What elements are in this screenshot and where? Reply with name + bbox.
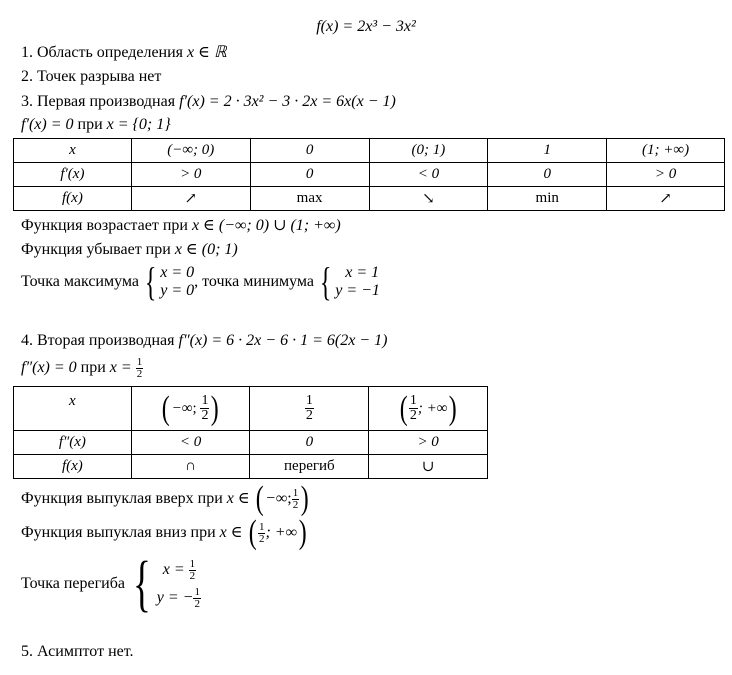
second-derivative-zero-line (21, 355, 143, 381)
max-system (160, 264, 194, 300)
inflection-x-text: x = (162, 561, 189, 578)
table-row (14, 187, 725, 211)
table-cell: (−∞; 0) (131, 139, 250, 163)
fraction (258, 522, 266, 545)
table-cell: (0; 1) (369, 139, 488, 163)
table-row (14, 431, 488, 455)
increasing-arrow-icon: ↗ (131, 187, 250, 211)
fraction (200, 394, 209, 423)
table-cell (369, 387, 488, 431)
table-row (14, 455, 488, 479)
table-cell (131, 387, 250, 431)
paren-right-icon: ) (449, 389, 458, 427)
brace-icon: { (144, 259, 157, 304)
inflection-y-text: y = − (156, 589, 194, 606)
convex-down-line (21, 514, 308, 551)
table-cell: f(x) (14, 187, 132, 211)
fraction-den: 2 (409, 408, 417, 423)
paren-left-icon: ( (255, 480, 264, 517)
table-cell: x (14, 139, 132, 163)
semicolon: ; (287, 490, 292, 507)
min-x: x = 1 (345, 264, 380, 281)
pos-inf: ; +∞ (417, 400, 448, 416)
table-cell: 1 (488, 139, 607, 163)
asymptotes-line: 5. Асимптот нет. (21, 643, 134, 660)
table-cell: min (488, 187, 607, 211)
fraction (292, 488, 300, 511)
first-derivative-text: 3. Первая производная (21, 93, 180, 110)
sd-zero-word: при (76, 359, 110, 376)
table-cell: > 0 (607, 163, 725, 187)
fraction-den: 2 (194, 597, 200, 610)
extrema-line (21, 259, 380, 304)
max-label: Точка максимума (21, 273, 140, 290)
convex-up-text: Функция выпуклая вверх при (21, 490, 227, 507)
paren-left-icon: ( (162, 389, 171, 427)
increasing-math: x ∈ (−∞; 0) ∪ (1; +∞) (191, 217, 341, 234)
decreasing-line (21, 240, 238, 260)
inflection-label: Точка перегиба (21, 575, 125, 592)
table-cell: f″(x) (14, 431, 132, 455)
fraction (305, 394, 314, 423)
table-cell: > 0 (369, 431, 488, 455)
monotonicity-table (13, 138, 725, 211)
decreasing-text: Функция убывает при (21, 241, 175, 258)
table-cell: max (250, 187, 369, 211)
fraction-num: 1 (409, 393, 417, 408)
table-cell: 0 (488, 163, 607, 187)
semicolon: ; (192, 400, 197, 416)
sd-zero-lhs: f″(x) = 0 (21, 359, 77, 376)
paren-left-icon: ( (248, 514, 257, 551)
table-row (14, 387, 488, 431)
second-derivative-math: f″(x) = 6 · 2x − 6 · 1 = 6(2x − 1) (178, 332, 388, 349)
min-system (335, 264, 380, 300)
table-row (14, 163, 725, 187)
table-cell: 0 (250, 163, 369, 187)
fraction-num: 1 (194, 585, 200, 598)
convex-icon: ∪ (369, 455, 488, 479)
inflection-system (157, 556, 201, 612)
second-derivative-line (21, 331, 387, 351)
brace-icon: { (319, 259, 332, 304)
min-label: , точка минимума (194, 273, 315, 290)
discontinuity-line: 2. Точек разрыва нет (21, 68, 162, 85)
decreasing-math: x ∈ (0; 1) (174, 241, 238, 258)
table-cell: (1; +∞) (607, 139, 725, 163)
paren-left-icon: ( (399, 389, 408, 427)
fraction-num: 1 (292, 486, 299, 499)
sd-zero-rhs: x = (109, 359, 136, 376)
domain-math: x ∈ ℝ (187, 44, 227, 61)
fraction-num: 1 (305, 393, 313, 408)
page-title: f(x) = 2x³ − 3x² (316, 18, 416, 35)
max-x: x = 0 (160, 264, 195, 281)
min-y: y = −1 (335, 282, 380, 299)
table-cell: 0 (250, 431, 369, 455)
table-cell: < 0 (369, 163, 488, 187)
first-derivative-math: f′(x) = 2 · 3x² − 3 · 2x = 6x(x − 1) (179, 93, 396, 110)
fd-zero-word: при (73, 116, 107, 133)
table-row (14, 139, 725, 163)
paren-right-icon: ) (300, 480, 309, 517)
fraction-num: 1 (201, 393, 209, 408)
fraction (409, 394, 418, 423)
fd-zero-rhs: x = {0; 1} (106, 116, 171, 133)
domain-line (21, 43, 227, 63)
fraction-den: 2 (189, 569, 196, 582)
convex-up-math: x ∈ (226, 490, 254, 507)
fraction (136, 357, 144, 380)
neg-inf: −∞ (265, 490, 288, 507)
convex-down-text: Функция выпуклая вниз при (21, 524, 220, 541)
fd-zero-lhs: f′(x) = 0 (21, 116, 74, 133)
fraction (193, 587, 201, 610)
fraction-den: 2 (292, 498, 299, 511)
pos-inf: ; +∞ (265, 524, 297, 541)
inflection-line (21, 550, 201, 618)
fraction-den: 2 (201, 408, 209, 423)
paren-right-icon: ) (298, 514, 307, 551)
fraction (189, 559, 197, 582)
neg-inf: −∞ (171, 400, 193, 416)
inflection-y (157, 584, 201, 612)
convex-down-math: x ∈ (219, 524, 247, 541)
table-cell: 0 (250, 139, 369, 163)
table-cell: f′(x) (14, 163, 132, 187)
domain-text: 1. Область определения (21, 44, 188, 61)
fraction-num: 1 (189, 557, 196, 570)
table-cell: > 0 (131, 163, 250, 187)
convexity-table (13, 386, 488, 479)
fraction-den: 2 (136, 367, 143, 380)
table-cell (250, 387, 369, 431)
table-cell: f(x) (14, 455, 132, 479)
increasing-line (21, 216, 341, 236)
brace-icon: { (132, 550, 151, 618)
fraction-num: 1 (258, 520, 265, 533)
table-cell: перегиб (250, 455, 369, 479)
decreasing-arrow-icon: ↘ (369, 187, 488, 211)
convex-up-line (21, 480, 311, 517)
increasing-text: Функция возрастает при (21, 217, 192, 234)
inflection-x (157, 556, 201, 584)
table-cell: x (14, 387, 132, 431)
second-derivative-text: 4. Вторая производная (21, 332, 179, 349)
max-y: y = 0 (160, 282, 195, 299)
first-derivative-zero-line (21, 115, 171, 135)
table-cell: < 0 (131, 431, 250, 455)
fraction-den: 2 (305, 408, 313, 423)
fraction-den: 2 (258, 532, 265, 545)
increasing-arrow-icon: ↗ (607, 187, 725, 211)
first-derivative-line (21, 92, 396, 112)
fraction-num: 1 (136, 355, 143, 368)
concave-icon: ∩ (131, 455, 250, 479)
paren-right-icon: ) (211, 389, 220, 427)
